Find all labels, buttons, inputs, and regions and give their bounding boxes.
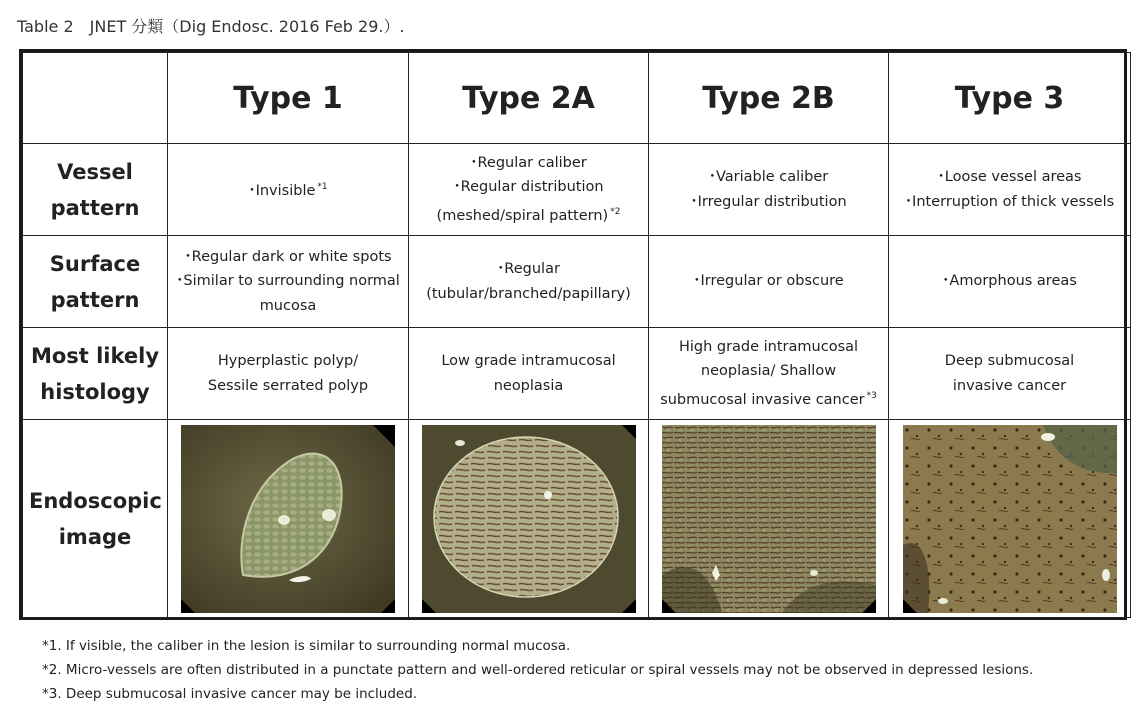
row-label-line: pattern <box>50 195 140 220</box>
image-type-2b-cell <box>649 420 889 618</box>
header-row <box>23 53 1131 144</box>
histology-type-2a <box>409 328 649 420</box>
histology-row <box>23 328 1131 420</box>
cell-line: High grade intramucosal <box>678 338 859 355</box>
corner-cell <box>23 53 168 144</box>
histology-type-1 <box>168 328 409 420</box>
endoscopic-image-type-3 <box>903 425 1117 613</box>
footnote-ref: *3 <box>866 390 877 401</box>
row-label-line: Surface <box>49 251 141 276</box>
surface-type-2b <box>649 236 889 328</box>
row-label-histology <box>23 328 168 420</box>
cell-line: Low grade intramucosal <box>441 353 616 369</box>
header-type-2b: Type 2B <box>649 53 889 144</box>
cell-line: Hyperplastic polyp/ <box>217 353 359 369</box>
row-label-vessel-pattern <box>23 144 168 236</box>
vessel-type-1 <box>168 144 409 236</box>
endoscopic-image-type-2a <box>422 425 636 613</box>
cell-line: (meshed/spiral pattern) $^{*2}$ <box>436 206 621 224</box>
cell-line: neoplasia <box>493 377 564 394</box>
vessel-type-2a <box>409 144 649 236</box>
surface-type-3 <box>889 236 1131 328</box>
surface-pattern-row <box>23 236 1131 328</box>
row-label-surface-pattern <box>23 236 168 328</box>
row-label-line: image <box>58 524 132 549</box>
header-type-3: Type 3 <box>889 53 1131 144</box>
cell-line: ･Regular dark or white spots <box>184 248 392 265</box>
row-label-endoscopic-image <box>23 420 168 618</box>
cell-line: ･Irregular distribution <box>690 193 847 210</box>
cell-line: invasive cancer <box>952 377 1067 394</box>
row-label-line: Endoscopic <box>29 488 162 513</box>
cell-line: ･Variable caliber <box>708 169 829 185</box>
histology-type-3 <box>889 328 1131 420</box>
vessel-type-3 <box>889 144 1131 236</box>
jnet-table <box>19 49 1127 620</box>
cell-line: ･Interruption of thick vessels <box>904 193 1115 210</box>
footnotes <box>42 634 1033 706</box>
cell-line: ･Similar to surrounding normal <box>176 273 400 290</box>
endoscopic-image-type-1 <box>181 425 395 613</box>
cell-line: Sessile serrated polyp <box>207 377 369 394</box>
vessel-pattern-row <box>23 144 1131 236</box>
image-type-2a-cell <box>409 420 649 618</box>
vessel-type-2b <box>649 144 889 236</box>
cell-line: Deep submucosal <box>944 353 1075 369</box>
surface-type-1 <box>168 236 409 328</box>
histology-type-2b <box>649 328 889 420</box>
cell-line: (tubular/branched/papillary) <box>426 285 631 302</box>
footnote-3: *3. Deep submucosal invasive cancer may be included. <box>42 686 418 702</box>
header-type-1: Type 1 <box>168 53 409 144</box>
cell-line: neoplasia/ Shallow <box>700 363 837 380</box>
cell-line: mucosa <box>259 297 317 314</box>
header-type-2a: Type 2A <box>409 53 649 144</box>
footnote-2: *2. Micro-vessels are often distributed in a punctate pattern and well-ordered reticular or spiral vessels may not be observed in depressed lesions. <box>42 662 1034 678</box>
row-label-line: pattern <box>50 287 140 312</box>
surface-type-2a <box>409 236 649 328</box>
row-label-line: Vessel <box>57 159 133 184</box>
footnote-ref: *2 <box>610 206 621 217</box>
row-label-line: Most likely <box>30 343 160 368</box>
endoscopic-image-row <box>23 420 1131 618</box>
cell-line: ･Regular distribution <box>453 179 604 196</box>
cell-line: ･Irregular or obscure <box>693 273 844 290</box>
footnote-ref: *1 <box>317 182 328 193</box>
cell-line: submucosal invasive cancer $^{*3}$ <box>660 390 877 408</box>
endoscopic-image-type-2b <box>662 425 876 613</box>
cell-line: ･Amorphous areas <box>942 273 1077 290</box>
cell-line: ･Regular caliber <box>470 154 587 171</box>
row-label-line: histology <box>40 379 150 404</box>
image-type-3-cell <box>889 420 1131 618</box>
footnote-1: *1. If visible, the caliber in the lesion is similar to surrounding normal mucosa. <box>42 638 571 654</box>
cell-line: ･Loose vessel areas <box>937 169 1082 185</box>
cell-line: ･Invisible $^{*1}$ <box>248 182 328 200</box>
image-type-1-cell <box>168 420 409 618</box>
cell-line: ･Regular <box>497 261 560 277</box>
table-caption: Table 2 JNET 分類（Dig Endosc. 2016 Feb 29.）. <box>17 17 405 36</box>
